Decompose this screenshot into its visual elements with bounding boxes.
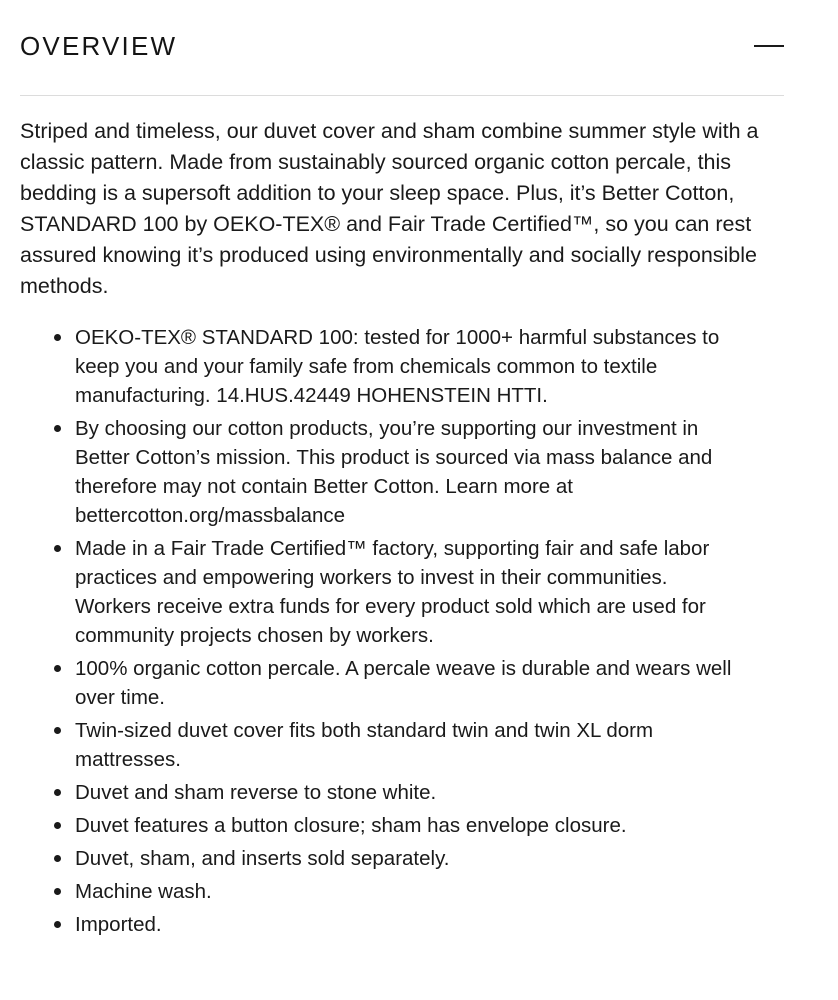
feature-text: Machine wash. xyxy=(75,880,212,903)
bullet-icon xyxy=(54,727,61,734)
feature-item xyxy=(20,716,740,774)
section-title: OVERVIEW xyxy=(20,31,178,61)
feature-text: By choosing our cotton products, you’re supporting our investment in Better Cotton’s mission. This product is sourced via mass balance and therefore may not contain Better Cotton. Learn more at bettercotton.org/massbalance xyxy=(75,417,713,527)
feature-text: Duvet features a button closure; sham has envelope closure. xyxy=(75,814,627,837)
bullet-icon xyxy=(54,665,61,672)
product-description: Striped and timeless, our duvet cover and sham combine summer style with a classic pattern. Made from sustainably sourced organic cotton percale, this bedding is a supersoft addition to your sleep space. Plus, it’s Better Cotton, STANDARD 100 by OEKO-TEX® and Fair Trade Certified™, so you can rest assured knowing it’s produced using environmentally and socially responsible methods. xyxy=(20,119,759,298)
bullet-icon xyxy=(54,789,61,796)
bullet-icon xyxy=(54,921,61,928)
feature-item xyxy=(20,323,740,410)
overview-accordion-header[interactable] xyxy=(20,0,784,96)
feature-item xyxy=(20,414,740,530)
feature-item xyxy=(20,910,740,939)
feature-text: Duvet and sham reverse to stone white. xyxy=(75,781,437,804)
feature-text: Imported. xyxy=(75,913,162,936)
feature-text: 100% organic cotton percale. A percale weave is durable and wears well over time. xyxy=(75,657,732,709)
feature-item xyxy=(20,811,740,840)
bullet-icon xyxy=(54,425,61,432)
feature-text: Twin-sized duvet cover fits both standard twin and twin XL dorm mattresses. xyxy=(75,719,654,771)
feature-item xyxy=(20,877,740,906)
feature-item xyxy=(20,844,740,873)
feature-list xyxy=(20,323,740,943)
bullet-icon xyxy=(54,334,61,341)
bullet-icon xyxy=(54,822,61,829)
feature-item xyxy=(20,534,740,650)
feature-text: Duvet, sham, and inserts sold separately. xyxy=(75,847,450,870)
bullet-icon xyxy=(54,545,61,552)
feature-text: OEKO-TEX® STANDARD 100: tested for 1000+ harmful substances to keep you and your family safe from chemicals common to textile manufacturing. 14.HUS.42449 HOHENSTEIN HTTI. xyxy=(75,326,720,407)
bullet-icon xyxy=(54,888,61,895)
feature-item xyxy=(20,654,740,712)
bullet-icon xyxy=(54,855,61,862)
feature-item xyxy=(20,778,740,807)
minus-icon[interactable] xyxy=(754,36,784,56)
feature-text: Made in a Fair Trade Certified™ factory, supporting fair and safe labor practices and empowering workers to invest in their communities. Workers receive extra funds for every product sold which are used for community projects chosen by workers. xyxy=(75,537,710,647)
